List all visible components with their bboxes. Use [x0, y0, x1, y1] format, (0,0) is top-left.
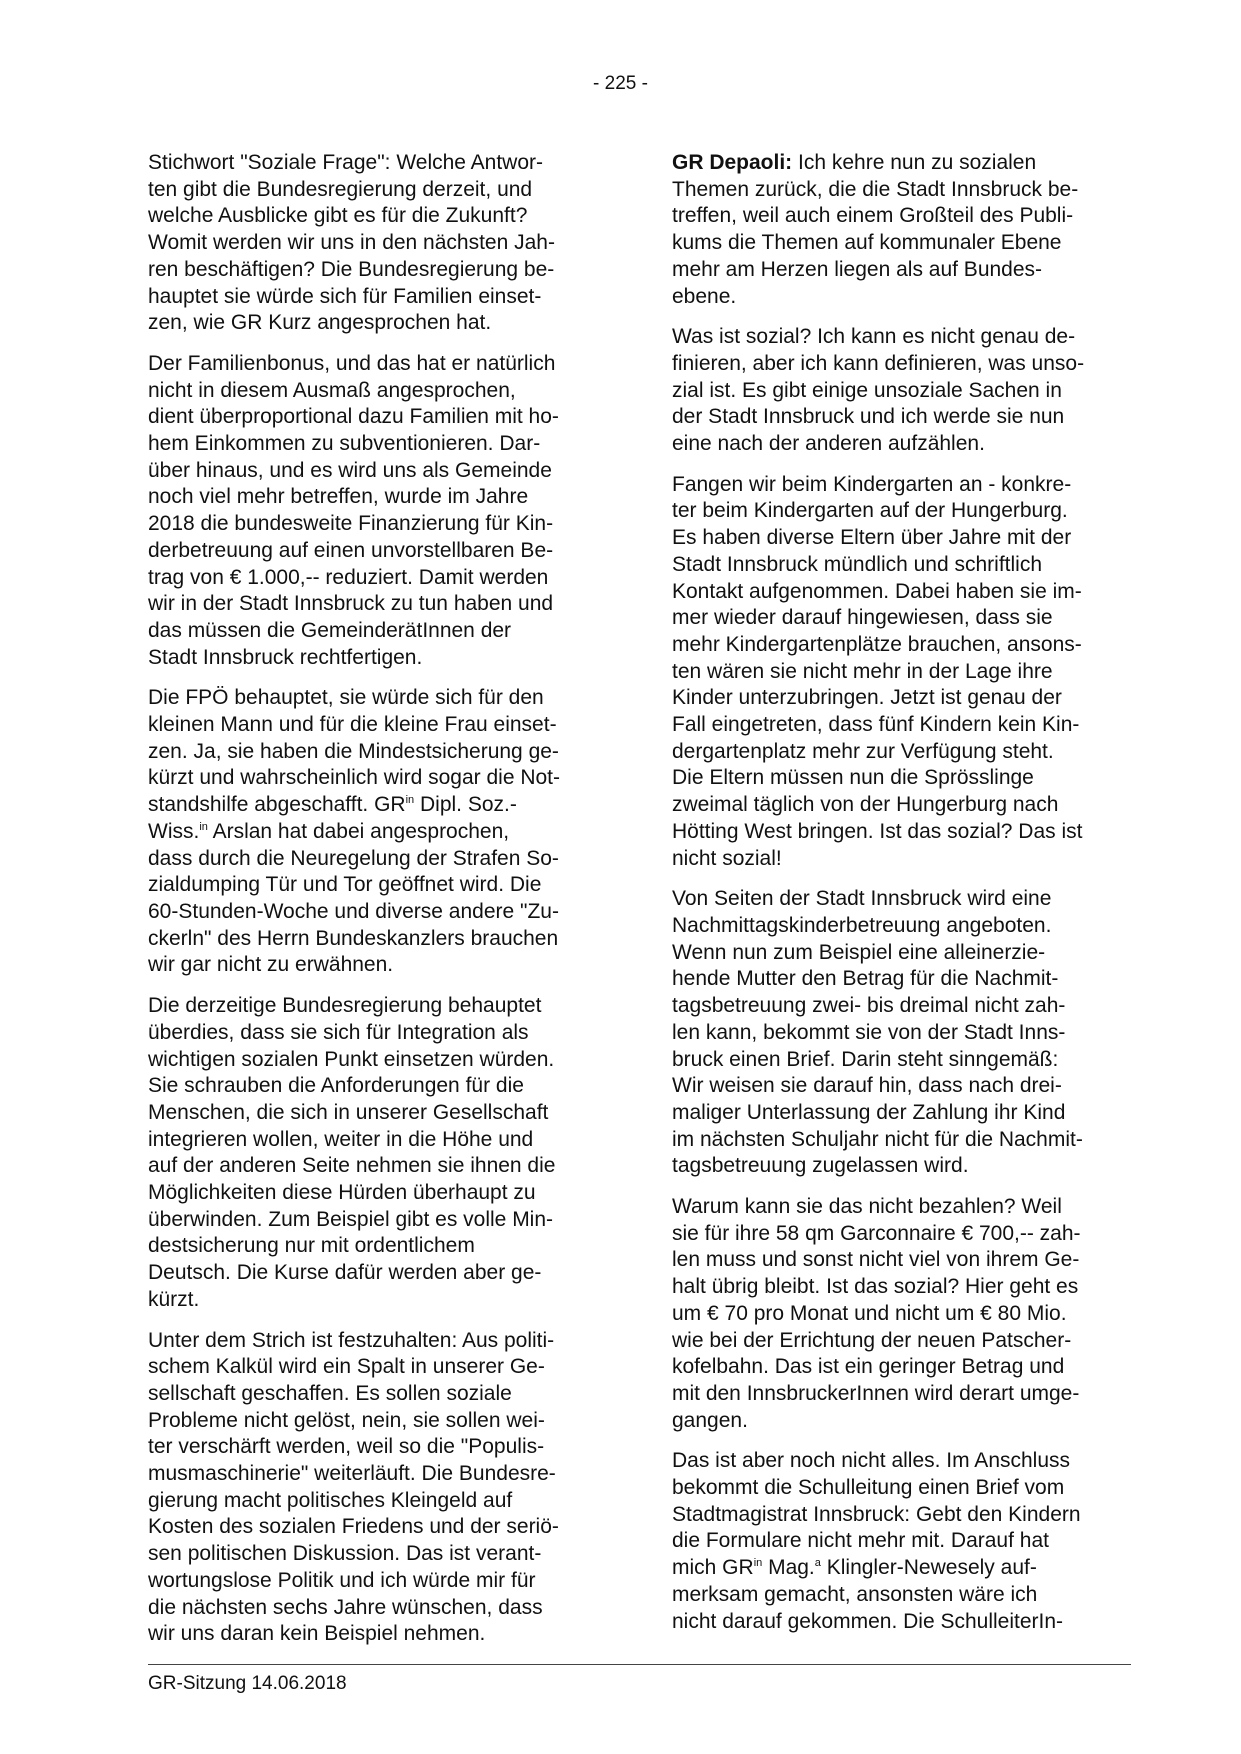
superscript: in [753, 1557, 763, 1570]
paragraph [672, 1448, 1118, 1635]
superscript: in [405, 794, 415, 807]
paragraph: Was ist sozial? Ich kann es nicht genau de- finieren, aber ich kann definieren, was unso- zial ist. Es gibt einige unsoziale Sachen in der Stadt Innsbruck und ich werde sie nun eine nach der anderen aufzählen. [672, 325, 1085, 456]
paragraph-text: Arslan hat dabei angesprochen, dass durch die Neuregelung der Strafen So- zialdumping Tür und Tor geöffnet wird. Die 60-Stunden-Woche und diverse andere "Zu- ckerln" des Herrn Bundeskanzlers brauchen wir gar nicht zu erwähnen. [148, 819, 559, 977]
left-column [148, 150, 594, 1662]
paragraph-text: Mag. [762, 1556, 815, 1580]
paragraph: Der Familienbonus, und das hat er natürlich nicht in diesem Ausmaß angesprochen, dient überproportional dazu Familien mit ho- hem Einkommen zu subventionieren. Dar- über hinaus, und es wird uns als Gemeinde noch viel mehr betreffen, wurde im Jahre 2018 die bundesweite Finanzierung für Kin- derbetreuung auf einen unvorstellbaren Be- trag von € 1.000,-- reduziert. Damit werden wir in der Stadt Innsbruck zu tun haben und das müssen die GemeinderätInnen der Stadt Innsbruck rechtfertigen. [148, 351, 559, 669]
paragraph-text: Klingler-Newesely auf- merksam gemacht, ansonsten wäre ich nicht darauf gekommen. Die SchulleiterIn- [672, 1556, 1064, 1633]
paragraph [148, 685, 594, 979]
paragraph [672, 150, 1118, 310]
footer-divider [148, 1664, 1131, 1665]
right-column [672, 150, 1118, 1649]
superscript: in [199, 820, 208, 833]
footer-text: GR-Sitzung 14.06.2018 [148, 1673, 347, 1694]
paragraph-text: Das ist aber noch nicht alles. Im Anschluss bekommt die Schulleitung einen Brief vom Stadtmagistrat Innsbruck: Gebt den Kindern die Formulare nicht mehr mit. Darauf hat mich GR [672, 1449, 1081, 1580]
superscript: a [814, 1557, 821, 1570]
paragraph: Stichwort "Soziale Frage": Welche Antwor- ten gibt die Bundesregierung derzeit, und welche Ausblicke gibt es für die Zukunft? Womit werden wir uns in den nächsten Jah- ren beschäftigen? Die Bundesregierung be- hauptet sie würde sich für Familien einset- zen, wie GR Kurz angesprochen hat. [148, 151, 555, 335]
paragraph-text: Die FPÖ behauptet, sie würde sich für den kleinen Mann und für die kleine Frau einset- zen. Ja, sie haben die Mindestsicherung ge- kürzt und wahrscheinlich wird sogar die Not- standshilfe abgeschafft. GR [148, 686, 561, 817]
paragraph: Warum kann sie das nicht bezahlen? Weil sie für ihre 58 qm Garconnaire € 700,-- zah- len muss und sonst nicht viel von ihrem Ge- halt übrig bleibt. Ist das sozial? Hier geht es um € 70 pro Monat und nicht um € 80 Mio. wie bei der Errichtung der neuen Patscher- kofelbahn. Das ist ein geringer Betrag und mit den InnsbruckerInnen wird derart umge- gangen. [672, 1195, 1081, 1432]
paragraph-text: Dipl. Soz.- Wiss. [148, 793, 517, 843]
paragraph: Von Seiten der Stadt Innsbruck wird eine Nachmittagskinderbetreuung angeboten. Wenn nun zum Beispiel eine alleinerzie- hende Mutter den Betrag für die Nachmit- tagsbetreuung zwei- bis dreimal nicht zah- len kann, bekommt sie von der Stadt Inns- bruck einen Brief. Darin steht sinngemäß: Wir weisen sie darauf hin, dass nach drei- maliger Unterlassung der Zahlung ihr Kind im nächsten Schuljahr nicht für die Nachmit- tagsbetreuung zugelassen wird. [672, 887, 1083, 1178]
paragraph: Unter dem Strich ist festzuhalten: Aus politi- schem Kalkül wird ein Spalt in unserer Ge- sellschaft geschaffen. Es sollen soziale Probleme nicht gelöst, nein, sie sollen wei- ter verschärft werden, weil so die "Populis- musmaschinerie" weiterläuft. Die Bundesre- gierung macht politisches Kleingeld auf Kosten des sozialen Friedens und der seriö- sen politischen Diskussion. Das ist verant- wortungslose Politik und ich würde mir für die nächsten sechs Jahre wünschen, dass wir uns daran kein Beispiel nehmen. [148, 1328, 559, 1646]
paragraph-text: Ich kehre nun zu sozialen Themen zurück, die die Stadt Innsbruck be- treffen, weil auch einem Großteil des Publi- kums die Themen auf kommunaler Ebene mehr am Herzen liegen als auf Bundes- ebene. [672, 151, 1079, 308]
paragraph: Die derzeitige Bundesregierung behauptet überdies, dass sie sich für Integration als wichtigen sozialen Punkt einsetzen würden. Sie schrauben die Anforderungen für die Menschen, die sich in unserer Gesellschaft integrieren wollen, weiter in die Höhe und auf der anderen Seite nehmen sie ihnen die Möglichkeiten diese Hürden überhaupt zu überwinden. Zum Beispiel gibt es volle Min- destsicherung nur mit ordentlichem Deutsch. Die Kurse dafür werden aber ge- kürzt. [148, 994, 556, 1311]
paragraph: Fangen wir beim Kindergarten an - konkre- ter beim Kindergarten auf der Hungerburg. Es haben diverse Eltern über Jahre mit der Stadt Innsbruck mündlich und schriftlich Kontakt aufgenommen. Dabei haben sie im- mer wieder darauf hingewiesen, dass sie mehr Kindergartenplätze brauchen, ansons- ten wären sie nicht mehr in der Lage ihre Kinder unterzubringen. Jetzt ist genau der Fall eingetreten, dass fünf Kindern kein Kin- dergartenplatz mehr zur Verfügung steht. Die Eltern müssen nun die Sprösslinge zweimal täglich von der Hungerburg nach Hötting West bringen. Ist das sozial? Das ist nicht sozial! [672, 472, 1083, 870]
speaker-name: GR Depaoli: [672, 151, 793, 174]
page-number: - 225 - [593, 73, 648, 94]
